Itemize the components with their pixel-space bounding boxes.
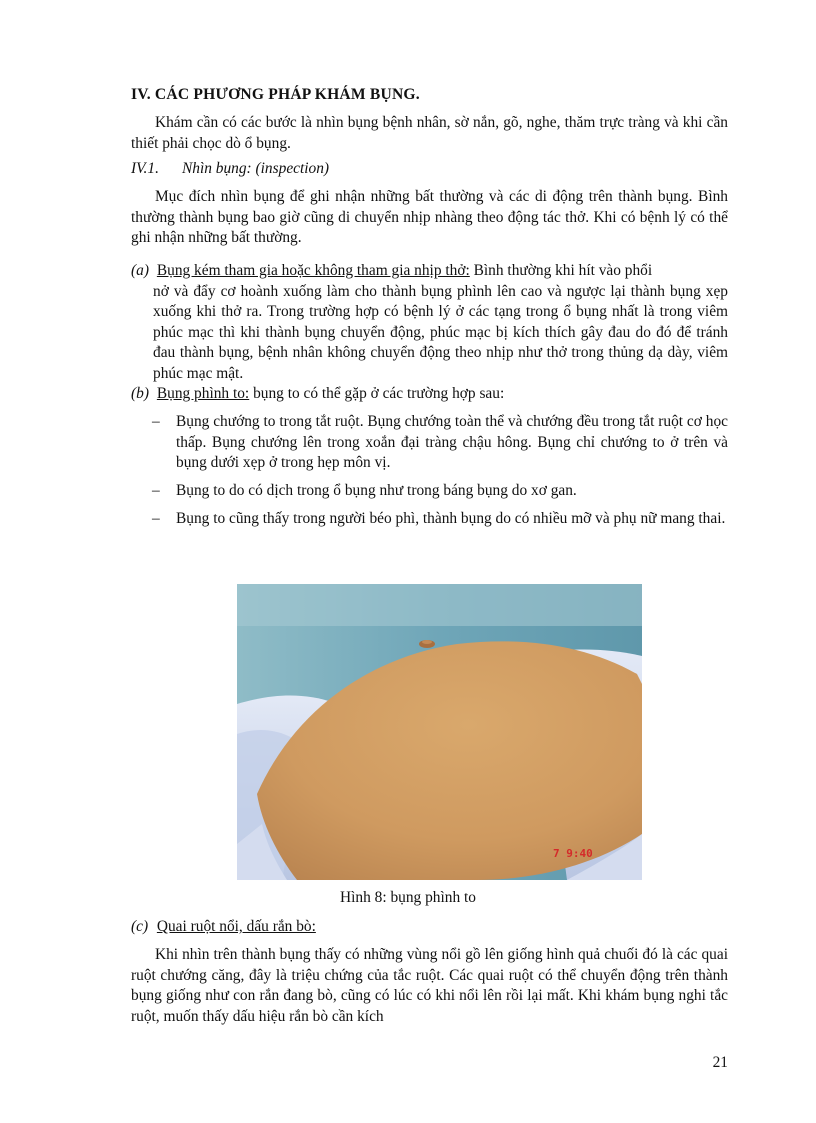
item-c-line (131, 917, 316, 938)
bullet-dash: – (152, 413, 160, 430)
purpose-paragraph: Mục đích nhìn bụng để ghi nhận những bất thường và các di động trên thành bụng. Bình thường thành bụng bao giờ cũng di chuyển nhịp nhàng theo động tác thở. Khi có bệnh lý có thể ghi nhận những bất thường. (131, 188, 728, 246)
bullet-text: Bụng chướng to trong tắt ruột. Bụng chướng toàn thể và chướng đều trong tắt ruột cơ học thấp. Bụng chướng lên trong xoắn đại tràng chậu hông. Bụng chỉ chướng to ở trên và bụng dưới xẹp ở trong hẹp môn vị. (176, 413, 728, 471)
item-a-title: Bụng kém tham gia hoặc không tham gia nhịp thở: (156, 262, 470, 279)
abdomen-photo (237, 584, 642, 880)
item-c-label: (c) (131, 918, 149, 935)
item-c-title: Quai ruột nổi, dấu rắn bò: (156, 918, 316, 935)
item-a-label: (a) (131, 262, 149, 279)
item-a-text: nở và đẩy cơ hoành xuống làm cho thành bụng phình lên cao và ngược lại thành bụng xẹp xuống khi thở ra. Trong trường hợp có bệnh lý ở các tạng trong ổ bụng nhất là trong viêm phúc mạc thì khi thành bụng chuyển động, phúc mạc bị kích thích gây đau do đó để tránh đau thành bụng, bệnh nhân không chuyển động theo nhịp như thở trong thủng dạ dày, viêm phúc mạc mật. (153, 282, 728, 382)
figure-caption: Hình 8: bụng phình to (340, 889, 476, 906)
item-b-label: (b) (131, 385, 149, 402)
subsection-number: IV.1. (131, 160, 159, 177)
bullet-item (152, 509, 728, 530)
bullet-text: Bụng to do có dịch trong ổ bụng như trong báng bụng do xơ gan. (176, 482, 577, 499)
item-a-text-line1: Bình thường khi hít vào phổi (473, 262, 653, 279)
bullet-item (152, 412, 728, 474)
subsection-heading (131, 160, 329, 178)
intro-paragraph: Khám cần có các bước là nhìn bụng bệnh nhân, sờ nắn, gõ, nghe, thăm trực tràng và khi cần thiết phải chọc dò ổ bụng. (131, 114, 728, 152)
closing-paragraph: Khi nhìn trên thành bụng thấy có những vùng nổi gồ lên giống hình quả chuối đó là các quai ruột chướng căng, đây là triệu chứng của tắc ruột. Các quai ruột có thể chuyển động trên thành bụng giống như con rắn đang bò, cũng có lúc có khi nổi lên rồi lại mất. Khi khám bụng nghi tắc ruột, muốn thấy dấu hiệu rắn bò cần kích (131, 946, 728, 1025)
item-b-line (131, 384, 504, 405)
item-a-first-line (131, 261, 728, 282)
bullet-text: Bụng to cũng thấy trong người béo phì, thành bụng do có nhiều mỡ và phụ nữ mang thai. (176, 510, 726, 527)
page-number: 21 (712, 1054, 728, 1071)
item-b-text: bụng to có thể gặp ở các trường hợp sau: (253, 385, 505, 402)
section-heading: IV. CÁC PHƯƠNG PHÁP KHÁM BỤNG. (131, 86, 420, 103)
item-b-title: Bụng phình to: (156, 385, 250, 402)
bullet-item (152, 481, 728, 502)
bullet-dash: – (152, 510, 160, 527)
bullet-dash: – (152, 482, 160, 499)
photo-timestamp: 7 9:40 (553, 847, 593, 860)
subsection-title: Nhìn bụng: (inspection) (182, 160, 330, 177)
